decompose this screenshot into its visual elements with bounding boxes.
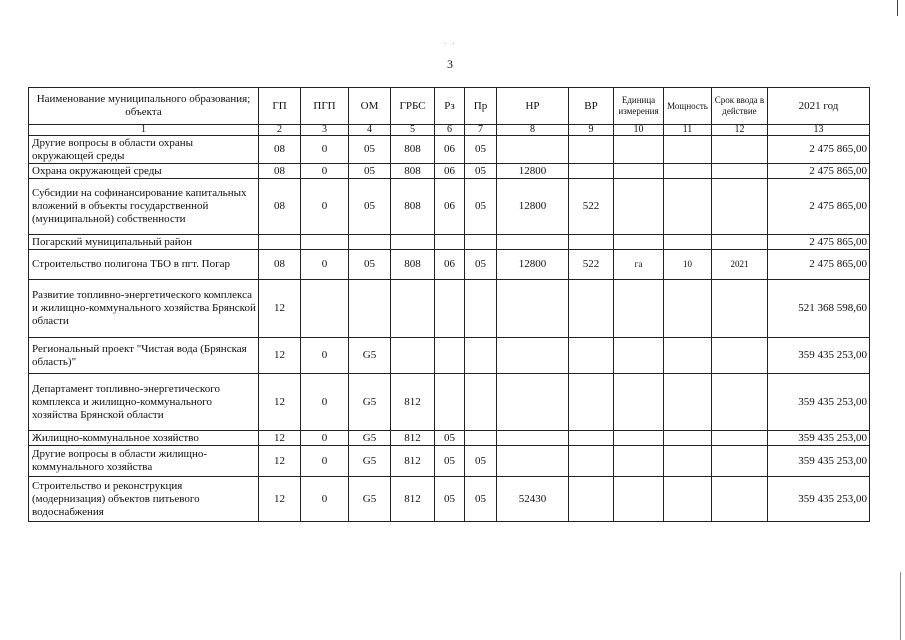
cell-unit xyxy=(614,446,664,477)
cell-om: 05 xyxy=(349,136,391,164)
cell-vr xyxy=(569,164,614,179)
cell-pr xyxy=(465,431,497,446)
cell-amount: 2 475 865,00 xyxy=(768,164,870,179)
cell-gp: 08 xyxy=(259,179,301,235)
cell-power xyxy=(664,446,712,477)
cell-nr: 12800 xyxy=(497,179,569,235)
cell-vr xyxy=(569,235,614,250)
column-number: 11 xyxy=(664,125,712,136)
column-number: 13 xyxy=(768,125,870,136)
cell-unit xyxy=(614,164,664,179)
column-number: 12 xyxy=(712,125,768,136)
cell-pr xyxy=(465,338,497,374)
cell-unit xyxy=(614,338,664,374)
budget-table xyxy=(28,87,870,522)
row-name: Субсидии на софинансирование капитальных вложений в объекты государственной (муниципальной) собственности xyxy=(29,179,259,235)
cell-pgp: 0 xyxy=(301,338,349,374)
cell-pgp: 0 xyxy=(301,164,349,179)
cell-grbs: 808 xyxy=(391,250,435,280)
table-row xyxy=(29,179,870,235)
cell-om xyxy=(349,235,391,250)
cell-deadline xyxy=(712,164,768,179)
cell-pr xyxy=(465,280,497,338)
cell-rz: 05 xyxy=(435,446,465,477)
table-row xyxy=(29,374,870,431)
cell-pgp: 0 xyxy=(301,446,349,477)
cell-pr: 05 xyxy=(465,250,497,280)
cell-power: 10 xyxy=(664,250,712,280)
cell-vr xyxy=(569,446,614,477)
cell-unit xyxy=(614,235,664,250)
cell-gp: 12 xyxy=(259,446,301,477)
cell-vr xyxy=(569,374,614,431)
cell-grbs: 812 xyxy=(391,431,435,446)
cell-gp: 08 xyxy=(259,164,301,179)
cell-deadline xyxy=(712,431,768,446)
cell-amount: 359 435 253,00 xyxy=(768,477,870,522)
cell-vr: 522 xyxy=(569,179,614,235)
cell-unit xyxy=(614,431,664,446)
cell-pgp: 0 xyxy=(301,179,349,235)
row-name: Региональный проект "Чистая вода (Брянская область)" xyxy=(29,338,259,374)
column-number: 7 xyxy=(465,125,497,136)
header-deadline: Срок ввода в действие xyxy=(712,88,768,125)
header-year: 2021 год xyxy=(768,88,870,125)
header-grbs: ГРБС xyxy=(391,88,435,125)
row-name: Жилищно-коммунальное хозяйство xyxy=(29,431,259,446)
header-om: ОМ xyxy=(349,88,391,125)
row-name: Строительство и реконструкция (модернизация) объектов питьевого водоснабжения xyxy=(29,477,259,522)
row-name: Департамент топливно-энергетического комплекса и жилищно-коммунального хозяйства Брянской области xyxy=(29,374,259,431)
cell-nr: 12800 xyxy=(497,250,569,280)
cell-amount: 521 368 598,60 xyxy=(768,280,870,338)
header-unit: Единица измерения xyxy=(614,88,664,125)
cell-om: 05 xyxy=(349,179,391,235)
cell-deadline xyxy=(712,477,768,522)
cell-rz: 06 xyxy=(435,179,465,235)
cell-amount: 2 475 865,00 xyxy=(768,179,870,235)
cell-om: 05 xyxy=(349,164,391,179)
cell-grbs xyxy=(391,338,435,374)
row-name: Другие вопросы в области охраны окружающей среды xyxy=(29,136,259,164)
cell-amount: 359 435 253,00 xyxy=(768,431,870,446)
header-row xyxy=(29,88,870,125)
cell-pr: 05 xyxy=(465,477,497,522)
cell-pr: 05 xyxy=(465,164,497,179)
header-pgp: ПГП xyxy=(301,88,349,125)
cell-pgp: 0 xyxy=(301,431,349,446)
header-pr: Пр xyxy=(465,88,497,125)
cell-nr xyxy=(497,374,569,431)
column-number: 4 xyxy=(349,125,391,136)
cell-gp xyxy=(259,235,301,250)
cell-deadline xyxy=(712,136,768,164)
row-name: Погарский муниципальный район xyxy=(29,235,259,250)
cell-grbs: 812 xyxy=(391,374,435,431)
cell-amount: 359 435 253,00 xyxy=(768,446,870,477)
cell-unit xyxy=(614,477,664,522)
column-number: 8 xyxy=(497,125,569,136)
column-number-row xyxy=(29,125,870,136)
cell-gp: 12 xyxy=(259,280,301,338)
header-rz: Рз xyxy=(435,88,465,125)
cell-power xyxy=(664,280,712,338)
cell-vr xyxy=(569,338,614,374)
table-row xyxy=(29,477,870,522)
cell-pr: 05 xyxy=(465,136,497,164)
cell-grbs: 808 xyxy=(391,136,435,164)
cell-rz: 05 xyxy=(435,477,465,522)
cell-deadline xyxy=(712,374,768,431)
cell-amount: 359 435 253,00 xyxy=(768,338,870,374)
cell-nr: 52430 xyxy=(497,477,569,522)
cell-pr xyxy=(465,235,497,250)
page-number: 3 xyxy=(447,57,453,71)
header-power: Мощность xyxy=(664,88,712,125)
cell-unit: га xyxy=(614,250,664,280)
cell-gp: 12 xyxy=(259,477,301,522)
cell-power xyxy=(664,338,712,374)
cell-vr: 522 xyxy=(569,250,614,280)
cell-deadline xyxy=(712,280,768,338)
header-nr: НР xyxy=(497,88,569,125)
row-name: Другие вопросы в области жилищно-коммунального хозяйства xyxy=(29,446,259,477)
cell-deadline xyxy=(712,338,768,374)
cell-power xyxy=(664,164,712,179)
cell-rz xyxy=(435,235,465,250)
cell-nr xyxy=(497,235,569,250)
cell-vr xyxy=(569,431,614,446)
scan-edge-mark xyxy=(900,572,901,640)
cell-power xyxy=(664,235,712,250)
table-row xyxy=(29,250,870,280)
cell-deadline: 2021 xyxy=(712,250,768,280)
cell-rz: 06 xyxy=(435,164,465,179)
column-number: 10 xyxy=(614,125,664,136)
cell-gp: 12 xyxy=(259,374,301,431)
scan-speck: · · xyxy=(444,40,457,48)
cell-amount: 2 475 865,00 xyxy=(768,136,870,164)
cell-pgp: 0 xyxy=(301,477,349,522)
cell-rz xyxy=(435,374,465,431)
cell-grbs xyxy=(391,235,435,250)
cell-om: G5 xyxy=(349,446,391,477)
table-row xyxy=(29,338,870,374)
cell-pgp: 0 xyxy=(301,374,349,431)
cell-pr: 05 xyxy=(465,446,497,477)
table-row xyxy=(29,280,870,338)
row-name: Развитие топливно-энергетического комплекса и жилищно-коммунального хозяйства Брянской области xyxy=(29,280,259,338)
cell-power xyxy=(664,136,712,164)
header-vr: ВР xyxy=(569,88,614,125)
cell-power xyxy=(664,431,712,446)
cell-nr: 12800 xyxy=(497,164,569,179)
table-row xyxy=(29,446,870,477)
cell-power xyxy=(664,179,712,235)
cell-unit xyxy=(614,179,664,235)
cell-om: G5 xyxy=(349,477,391,522)
cell-rz: 06 xyxy=(435,136,465,164)
column-number: 3 xyxy=(301,125,349,136)
cell-nr xyxy=(497,136,569,164)
cell-vr xyxy=(569,280,614,338)
row-name: Охрана окружающей среды xyxy=(29,164,259,179)
column-number: 9 xyxy=(569,125,614,136)
cell-gp: 08 xyxy=(259,250,301,280)
column-number: 5 xyxy=(391,125,435,136)
cell-pr: 05 xyxy=(465,179,497,235)
cell-om: G5 xyxy=(349,374,391,431)
cell-gp: 12 xyxy=(259,431,301,446)
scan-edge-mark xyxy=(897,0,898,16)
cell-om: G5 xyxy=(349,338,391,374)
cell-grbs: 808 xyxy=(391,179,435,235)
column-number: 2 xyxy=(259,125,301,136)
cell-om xyxy=(349,280,391,338)
cell-grbs: 812 xyxy=(391,477,435,522)
cell-pgp: 0 xyxy=(301,136,349,164)
table-row xyxy=(29,136,870,164)
cell-om: G5 xyxy=(349,431,391,446)
cell-power xyxy=(664,374,712,431)
cell-nr xyxy=(497,280,569,338)
cell-unit xyxy=(614,374,664,431)
table-row xyxy=(29,431,870,446)
cell-pgp xyxy=(301,235,349,250)
cell-deadline xyxy=(712,446,768,477)
cell-unit xyxy=(614,280,664,338)
cell-pgp xyxy=(301,280,349,338)
cell-grbs: 808 xyxy=(391,164,435,179)
cell-deadline xyxy=(712,179,768,235)
cell-nr xyxy=(497,431,569,446)
cell-deadline xyxy=(712,235,768,250)
header-gp: ГП xyxy=(259,88,301,125)
cell-amount: 359 435 253,00 xyxy=(768,374,870,431)
cell-gp: 08 xyxy=(259,136,301,164)
cell-power xyxy=(664,477,712,522)
cell-vr xyxy=(569,477,614,522)
cell-rz xyxy=(435,280,465,338)
table-body xyxy=(29,136,870,522)
cell-nr xyxy=(497,338,569,374)
cell-amount: 2 475 865,00 xyxy=(768,250,870,280)
column-number: 1 xyxy=(29,125,259,136)
cell-rz xyxy=(435,338,465,374)
cell-amount: 2 475 865,00 xyxy=(768,235,870,250)
header-name: Наименование муниципального образования; объекта xyxy=(29,88,259,125)
cell-vr xyxy=(569,136,614,164)
column-number: 6 xyxy=(435,125,465,136)
cell-nr xyxy=(497,446,569,477)
cell-grbs xyxy=(391,280,435,338)
table-row xyxy=(29,235,870,250)
cell-grbs: 812 xyxy=(391,446,435,477)
row-name: Строительство полигона ТБО в пгт. Погар xyxy=(29,250,259,280)
cell-unit xyxy=(614,136,664,164)
cell-om: 05 xyxy=(349,250,391,280)
cell-gp: 12 xyxy=(259,338,301,374)
cell-rz: 05 xyxy=(435,431,465,446)
table-row xyxy=(29,164,870,179)
cell-rz: 06 xyxy=(435,250,465,280)
cell-pgp: 0 xyxy=(301,250,349,280)
cell-pr xyxy=(465,374,497,431)
